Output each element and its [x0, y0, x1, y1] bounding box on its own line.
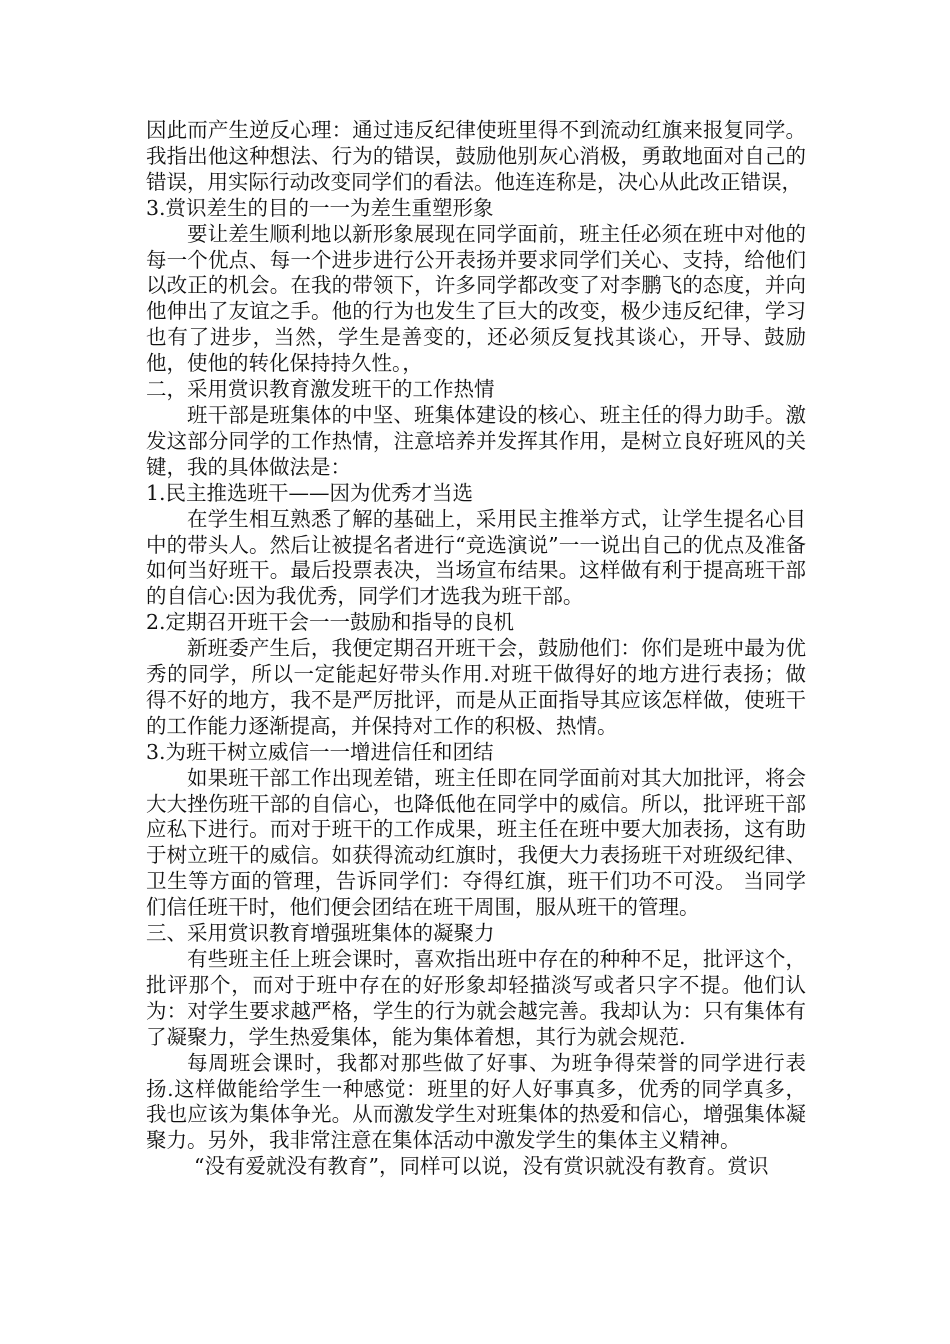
document-page: [146, 118, 806, 1180]
subheading-3: 3.为班干树立威信一一增进信任和团结: [146, 739, 494, 764]
paragraph-reshape-image: 要让差生顺利地以新形象展现在同学面前，班主任必须在班中对他的每一个优点、每一个进步进行公开表扬并要求同学们关心、支持，给他们以改正的机会。在我的带领下，许多同学都改变了对李鹏飞的态度，并向他伸出了友谊之手。他的行为也发生了巨大的改变，极少违反纪律，学习也有了进步，当然，学生是善变的，还必须反复找其谈心，开导、鼓励他，使他的转化保持持久性。，: [146, 221, 806, 376]
section-heading-3: 三、采用赏识教育增强班集体的凝聚力: [146, 921, 495, 946]
paragraph-prestige: 如果班干部工作出现差错，班主任即在同学面前对其大加批评，将会大大挫伤班干部的自信心，也降低他在同学中的威信。所以，批评班干部应私下进行。而对于班干的工作成果，班主任在班中要大加表扬，这有助于树立班干的威信。如获得流动红旗时，我便大力表扬班干对班级纪律、卫生等方面的管理，告诉同学们：夺得红旗，班干们功不可没。 当同学们信任班干时，他们便会团结在班干周围，服从班干的管理。: [146, 765, 806, 920]
paragraph-meetings: 新班委产生后，我便定期召开班干会，鼓励他们：你们是班中最为优秀的同学，所以一定能起好带头作用.对班干做得好的地方进行表扬；做得不好的地方，我不是严厉批评，而是从正面指导其应该怎样做，使班干的工作能力逐渐提高，并保持对工作的积极、热情。: [146, 636, 806, 738]
paragraph-election: 在学生相互熟悉了解的基础上，采用民主推举方式，让学生提名心目中的带头人。然后让被提名者进行“竞选演说”一一说出自己的优点及准备如何当好班干。最后投票表决，当场宣布结果。这样做有利于提高班干部的自信心:因为我优秀，同学们才选我为班干部。: [146, 506, 806, 609]
paragraph-quote: “没有爱就没有教育”，同样可以说，没有赏识就没有教育。赏识: [194, 1154, 769, 1179]
paragraph-cohesion: 有些班主任上班会课时，喜欢指出班中存在的种种不足，批评这个，批评那个，而对于班中存在的好形象却轻描淡写或者只字不提。他们认为：对学生要求越严格，学生的行为就会越完善。我却认为：只有集体有了凝聚力，学生热爱集体，能为集体着想，其行为就会规范.: [146, 947, 806, 1049]
section-heading-3-1: 3.赏识差生的目的一一为差生重塑形象: [146, 195, 494, 220]
paragraph-continued: 因此而产生逆反心理：通过违反纪律使班里得不到流动红旗来报复同学。我指出他这种想法、行为的错误，鼓励他别灰心消极，勇敢地面对自己的错误，用实际行动改变同学们的看法。他连连称是，决心从此改正错误，: [146, 118, 806, 194]
paragraph-weekly-meeting: 每周班会课时，我都对那些做了好事、为班争得荣誉的同学进行表扬.这样做能给学生一种感觉：班里的好人好事真多，优秀的同学真多，我也应该为集体争光。从而激发学生对班集体的热爱和信心，增强集体凝聚力。另外，我非常注意在集体活动中激发学生的集体主义精神。: [146, 1050, 806, 1153]
paragraph-class-cadre-intro: 班干部是班集体的中坚、班集体建设的核心、班主任的得力助手。激发这部分同学的工作热情，注意培养并发挥其作用，是树立良好班风的关键，我的具体做法是：: [146, 402, 806, 479]
section-heading-2: 二，采用赏识教育激发班干的工作热情: [146, 377, 495, 402]
subheading-2: 2.定期召开班干会一一鼓励和指导的良机: [146, 610, 515, 635]
subheading-1: 1.民主推选班干——因为优秀才当选: [146, 480, 474, 505]
